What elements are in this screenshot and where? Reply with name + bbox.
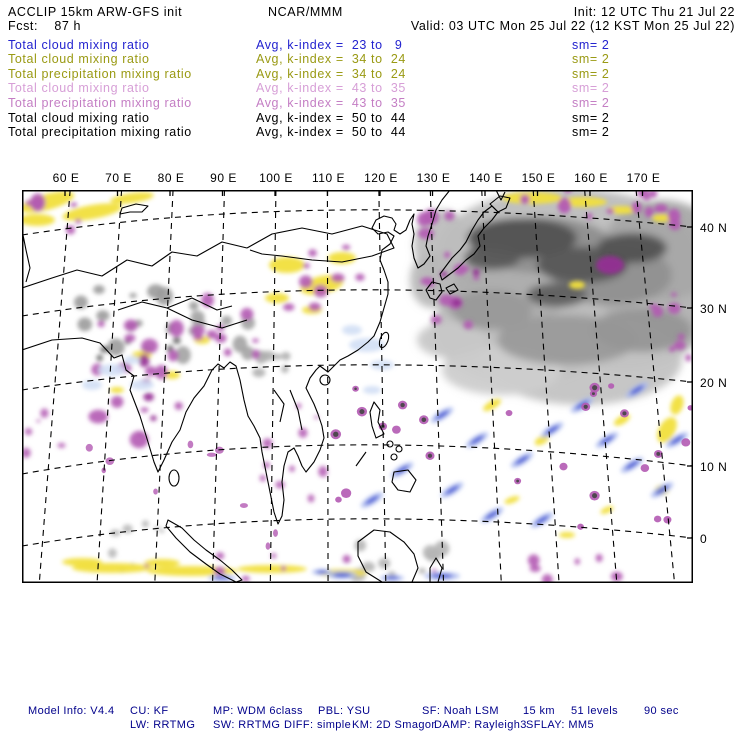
lon-tick-label: 100 E	[259, 171, 293, 185]
lon-tick-label: 150 E	[521, 171, 556, 185]
lon-tick-label: 170 E	[626, 171, 661, 185]
lon-tick-label: 130 E	[416, 171, 451, 185]
legend-row-label: Total cloud mixing ratio	[8, 81, 150, 96]
legend-row-stat: Avg, k-index = 43 to 35	[256, 81, 406, 96]
init-time: Init: 12 UTC Thu 21 Jul 22	[573, 5, 735, 19]
legend-row-label: Total precipitation mixing ratio	[8, 95, 192, 110]
legend-row-sm: sm= 2	[572, 66, 610, 81]
footer-item: MP: WDM 6class	[213, 705, 303, 717]
footer-item: 51 levels	[571, 705, 619, 717]
lat-tick-label: 40 N	[700, 221, 728, 235]
footer-item: DAMP: Rayleigh3	[434, 719, 527, 731]
legend-row-stat: Avg, k-index = 23 to 9	[256, 37, 403, 52]
lon-tick-label: 90 E	[210, 171, 237, 185]
legend-row-stat: Avg, k-index = 50 to 44	[256, 125, 406, 140]
footer-item: 15 km	[523, 705, 555, 717]
legend-row-stat: Avg, k-index = 50 to 44	[256, 110, 406, 125]
map-canvas	[22, 190, 693, 583]
footer-item: SF: Noah LSM	[422, 705, 499, 717]
model-title: ACCLIP 15km ARW-GFS init	[8, 5, 183, 19]
legend-row-sm: sm= 2	[572, 81, 610, 96]
legend-row-label: Total cloud mixing ratio	[8, 37, 150, 52]
lon-tick-label: 70 E	[105, 171, 132, 185]
legend-row-label: Total cloud mixing ratio	[8, 110, 150, 125]
lon-tick-label: 120 E	[364, 171, 398, 185]
lon-tick-label: 140 E	[469, 171, 503, 185]
legend-row-label: Total precipitation mixing ratio	[8, 125, 192, 140]
legend-row-stat: Avg, k-index = 34 to 24	[256, 52, 406, 67]
lon-tick-label: 80 E	[157, 171, 185, 185]
legend-row-label: Total cloud mixing ratio	[8, 52, 150, 67]
footer-item: SFLAY: MM5	[526, 719, 594, 731]
legend-row-sm: sm= 2	[572, 125, 610, 140]
forecast-hour: Fcst: 87 h	[8, 19, 82, 33]
footer-item: SW: RRTMG	[213, 719, 281, 731]
legend-row-sm: sm= 2	[572, 110, 610, 125]
footer-item: 90 sec	[644, 705, 679, 717]
legend-row-sm: sm= 2	[572, 52, 610, 67]
footer-item: CU: KF	[130, 705, 169, 717]
footer-item: Model Info: V4.4	[28, 705, 115, 717]
legend-row-stat: Avg, k-index = 43 to 35	[256, 95, 406, 110]
map-area	[22, 190, 693, 583]
footer-item: KM: 2D Smagor	[352, 719, 436, 731]
lat-tick-label: 30 N	[700, 302, 728, 316]
lat-tick-label: 20 N	[700, 376, 728, 390]
footer-item: DIFF: simple	[284, 719, 352, 731]
lon-tick-label: 160 E	[574, 171, 608, 185]
lon-tick-label: 60 E	[52, 171, 80, 185]
lat-tick-label: 10 N	[700, 460, 728, 474]
lon-tick-label: 110 E	[312, 171, 345, 185]
footer-item: PBL: YSU	[318, 705, 371, 717]
valid-time: Valid: 03 UTC Mon 25 Jul 22 (12 KST Mon 25 Jul 22)	[410, 19, 735, 33]
lat-tick-label: 0	[700, 532, 708, 546]
legend-row-stat: Avg, k-index = 34 to 24	[256, 66, 406, 81]
footer-item: LW: RRTMG	[130, 719, 196, 731]
org-label: NCAR/MMM	[268, 5, 343, 19]
legend-row-sm: sm= 2	[572, 37, 610, 52]
legend-row-label: Total precipitation mixing ratio	[8, 66, 192, 81]
legend-row-sm: sm= 2	[572, 95, 610, 110]
